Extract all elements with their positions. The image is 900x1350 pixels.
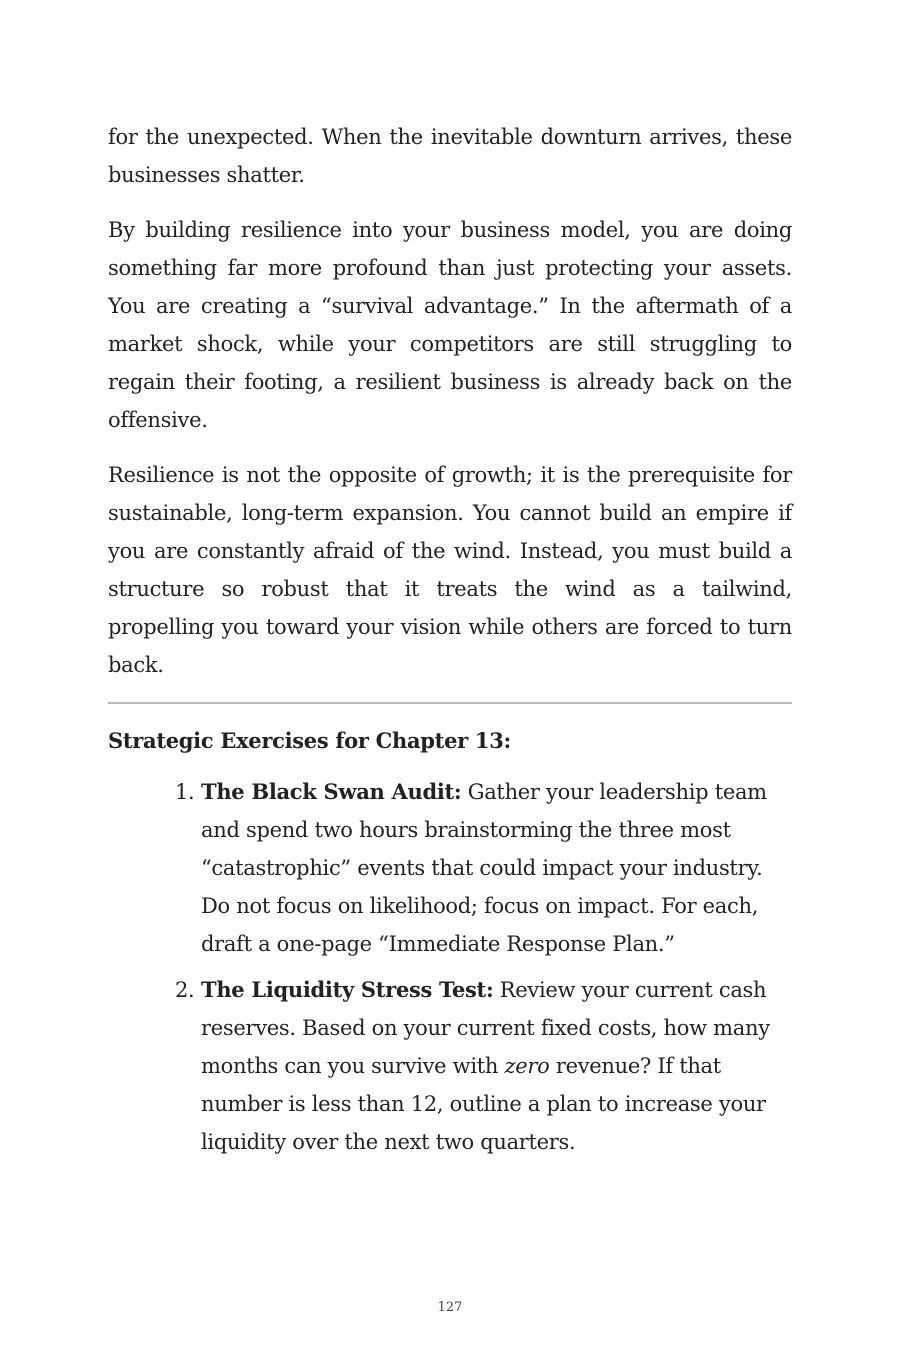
exercise-number: 1. [175, 780, 195, 804]
exercise-emphasis: zero [504, 1054, 550, 1078]
page-content [108, 118, 792, 1169]
section-divider [108, 702, 792, 704]
paragraph-2: By building resilience into your business model, you are doing something far more profound than just protecting your assets. You are creating a “survival advantage.” In the aftermath of a market shock, while your competitors are still struggling to regain their footing, a resilient business is already back on the offensive. [108, 218, 792, 432]
exercise-title: The Black Swan Audit: [201, 779, 462, 804]
exercise-text: Gather your leadership team and spend two hours brainstorming the three most “catastrophic” events that could impact your industry. Do not focus on likelihood; focus on impact. For each, draft a one-page “Immediate Response Plan.” [201, 780, 767, 956]
exercise-text-after: revenue? If that number is less than 12, outline a plan to increase your liquidity over the next two quarters. [201, 1054, 766, 1154]
exercise-list [108, 773, 792, 1161]
exercise-item-1 [175, 773, 792, 963]
paragraph-1: for the unexpected. When the inevitable downturn arrives, these businesses shatter. [108, 125, 792, 187]
paragraph-3: Resilience is not the opposite of growth; it is the prerequisite for sustainable, long-term expansion. You cannot build an empire if you are constantly afraid of the wind. Instead, you must build a structure so robust that it treats the wind as a tailwind, propelling you toward your vision while others are forced to turn back. [108, 463, 792, 677]
exercise-title: The Liquidity Stress Test: [201, 977, 494, 1002]
exercise-item-2 [175, 971, 792, 1161]
exercises-heading: Strategic Exercises for Chapter 13: [108, 728, 511, 753]
exercise-number: 2. [175, 978, 195, 1002]
page-number: 127 [437, 1300, 463, 1315]
exercise-text-before: Review your current cash reserves. Based on your current fixed costs, how many months can you survive with [201, 978, 770, 1078]
